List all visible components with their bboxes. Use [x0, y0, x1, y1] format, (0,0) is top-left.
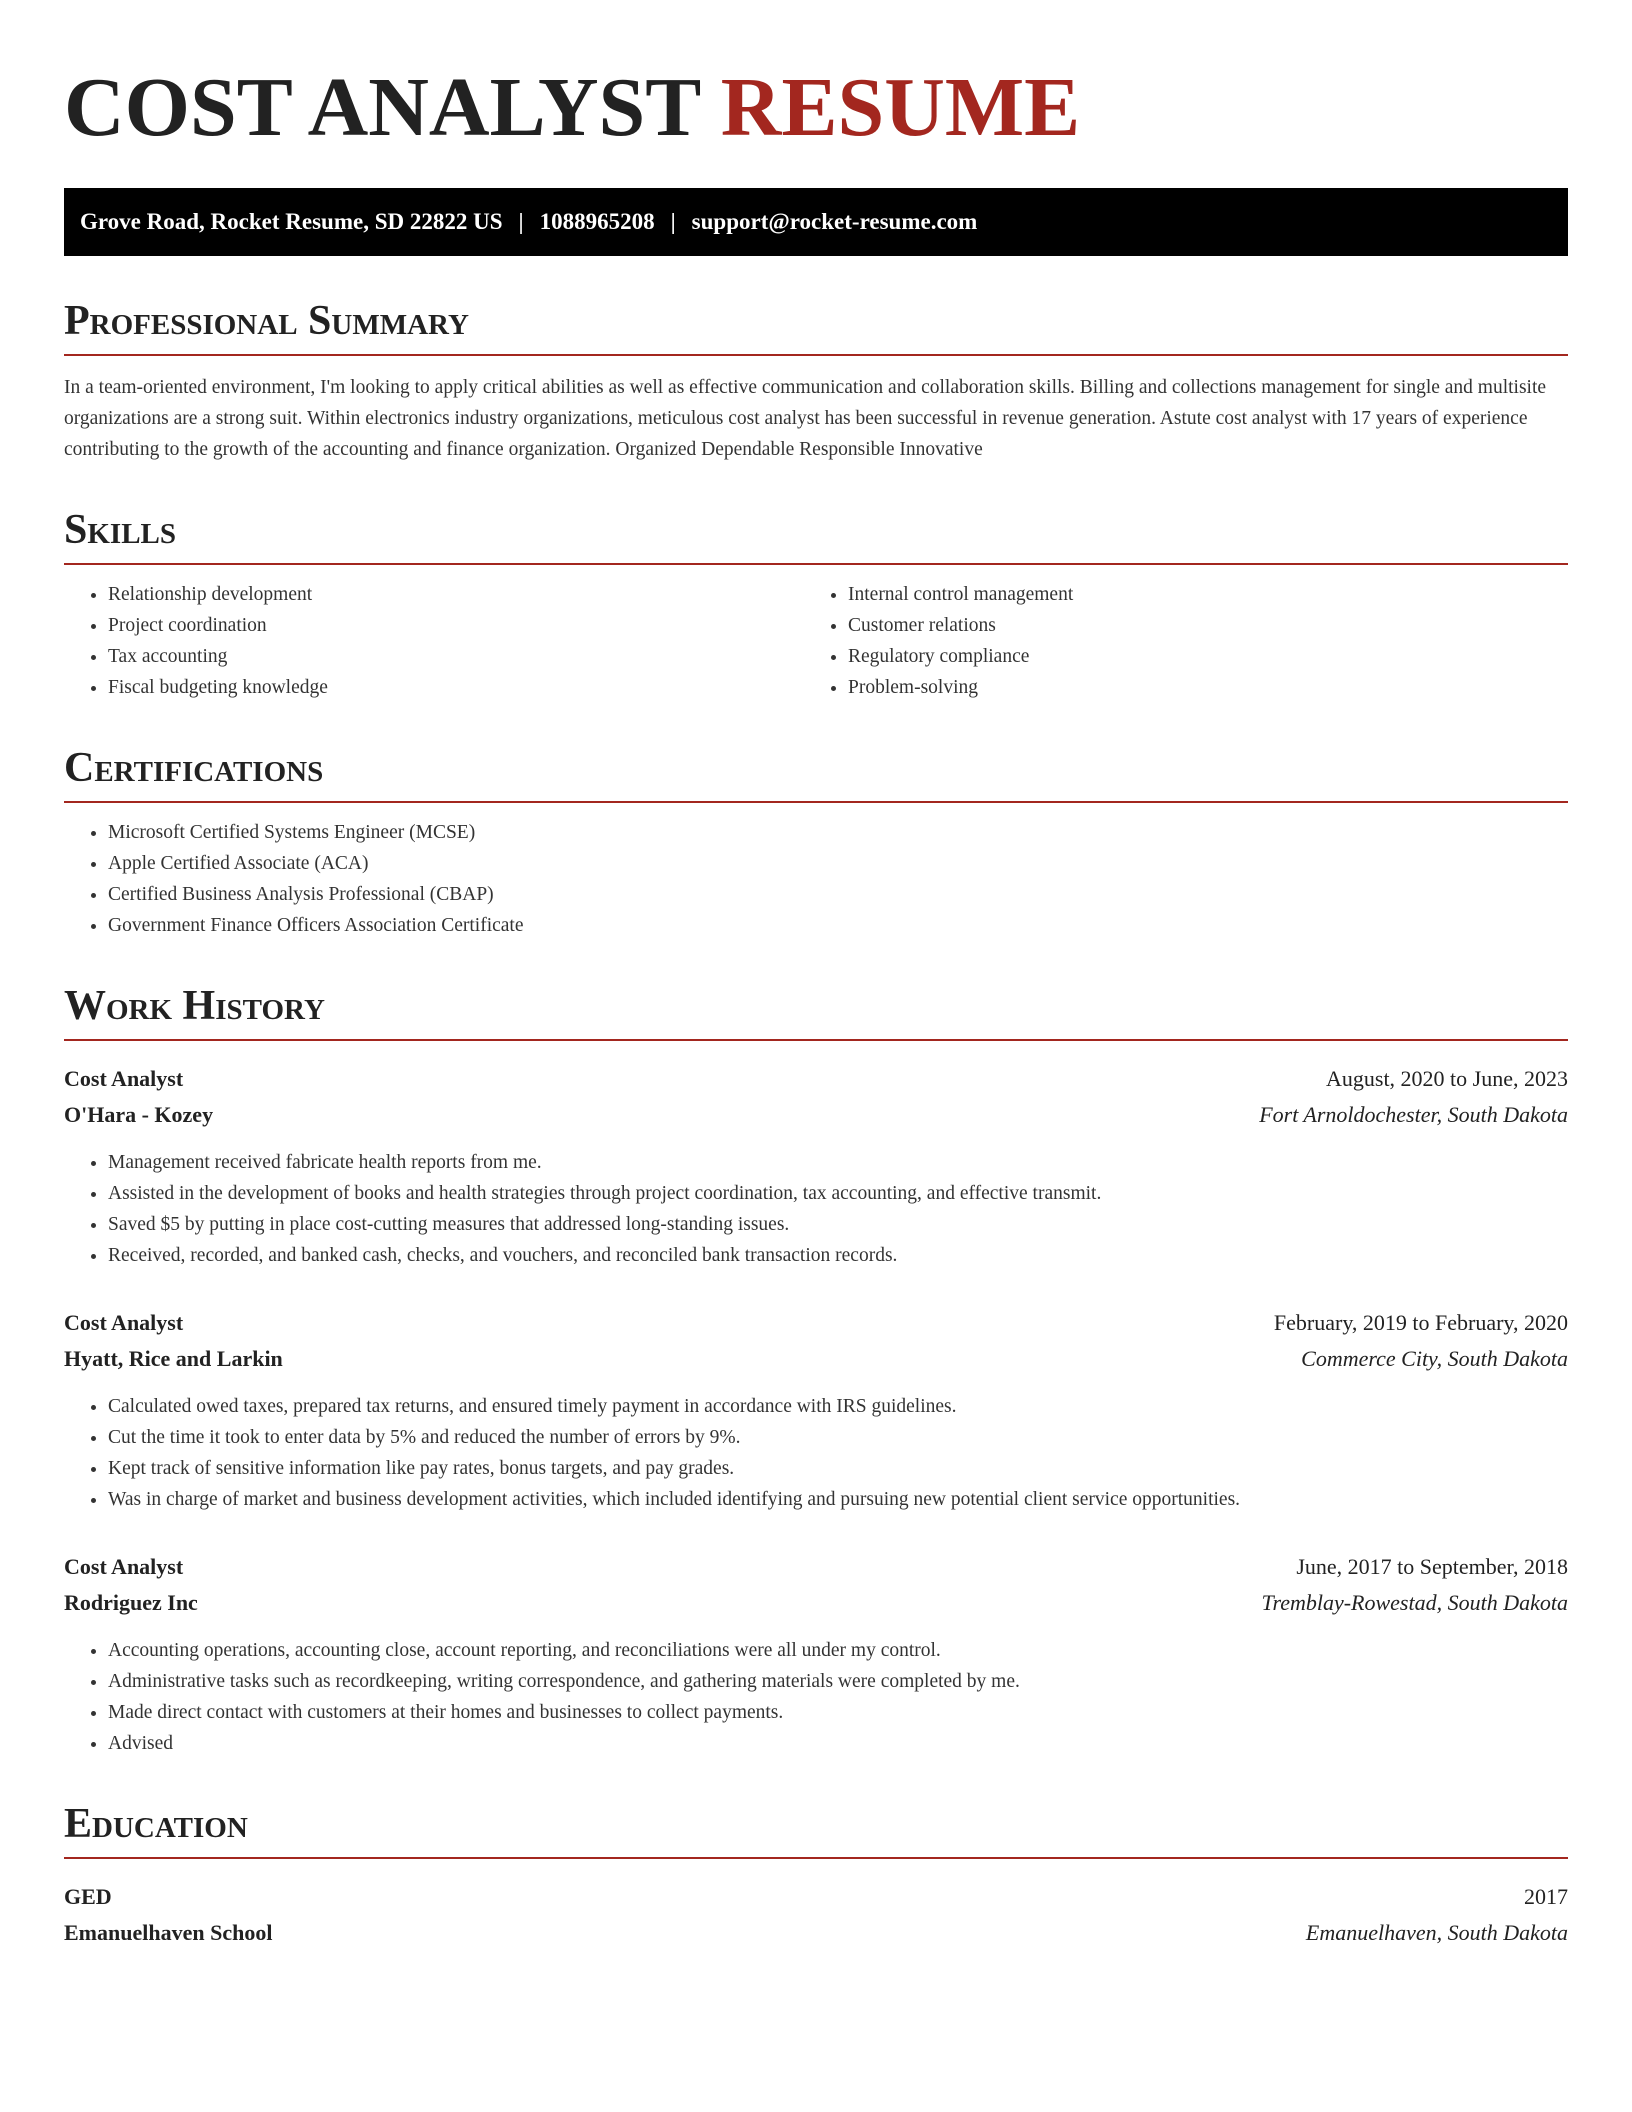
job-location: Commerce City, South Dakota [1301, 1346, 1568, 1371]
contact-email: support@rocket-resume.com [691, 209, 978, 234]
job-company-row [64, 1585, 1568, 1621]
job-title: Cost Analyst [64, 1066, 184, 1091]
job-entry [64, 1061, 1568, 1271]
summary-section [64, 300, 1568, 465]
skill-item: • Fiscal budgeting knowledge [108, 672, 804, 703]
certification-item: • Certified Business Analysis Professional (CBAP) [108, 879, 1568, 910]
skills-section [64, 509, 1568, 703]
job-company: O'Hara - Kozey [64, 1102, 214, 1127]
job-dates: June, 2017 to September, 2018 [1296, 1554, 1568, 1579]
job-bullet: • Cut the time it took to enter data by 5% and reduced the number of errors by 9%. [108, 1422, 1568, 1453]
job-company-row [64, 1097, 1568, 1133]
skill-item: • Relationship development [108, 579, 804, 610]
job-company: Rodriguez Inc [64, 1590, 198, 1615]
job-bullet: • Kept track of sensitive information like pay rates, bonus targets, and pay grades. [108, 1453, 1568, 1484]
education-section [64, 1803, 1568, 1951]
job-entry [64, 1305, 1568, 1515]
education-location: Emanuelhaven, South Dakota [1305, 1920, 1568, 1945]
job-bullets [64, 1147, 1568, 1271]
job-bullet: • Accounting operations, accounting close, account reporting, and reconciliations were all under my control. [108, 1635, 1568, 1666]
certifications-heading: Certifications [64, 747, 1568, 803]
job-bullets [64, 1635, 1568, 1759]
skill-item: • Problem-solving [848, 672, 1568, 703]
work-history-section [64, 985, 1568, 1759]
skill-item: • Customer relations [848, 610, 1568, 641]
job-bullet: • Assisted in the development of books and health strategies through project coordination, tax accounting, and effective transmit. [108, 1178, 1568, 1209]
education-degree-row [64, 1879, 1568, 1915]
job-dates: February, 2019 to February, 2020 [1273, 1310, 1568, 1335]
work-history-heading: Work History [64, 985, 1568, 1041]
skill-item: • Internal control management [848, 579, 1568, 610]
job-header-row [64, 1061, 1568, 1097]
job-bullet: • Received, recorded, and banked cash, checks, and vouchers, and reconciled bank transaction records. [108, 1240, 1568, 1271]
skills-heading: Skills [64, 509, 1568, 565]
contact-phone: 1088965208 [539, 209, 655, 234]
title-main: COST ANALYST [64, 61, 700, 154]
job-location: Tremblay-Rowestad, South Dakota [1261, 1590, 1568, 1615]
job-title: Cost Analyst [64, 1554, 184, 1579]
contact-separator: | [518, 209, 524, 234]
summary-heading: Professional Summary [64, 300, 1568, 356]
certification-item: • Apple Certified Associate (ACA) [108, 848, 1568, 879]
certification-item: • Microsoft Certified Systems Engineer (MCSE) [108, 817, 1568, 848]
job-bullet: • Was in charge of market and business development activities, which included identifying and pursuing new potential client service opportunities. [108, 1484, 1568, 1515]
resume-page [64, 0, 1568, 1951]
job-header-row [64, 1549, 1568, 1585]
contact-bar [64, 188, 1568, 256]
job-bullet: • Administrative tasks such as recordkeeping, writing correspondence, and gathering materials were completed by me. [108, 1666, 1568, 1697]
job-dates: August, 2020 to June, 2023 [1326, 1066, 1568, 1091]
job-bullet: • Management received fabricate health reports from me. [108, 1147, 1568, 1178]
resume-title [64, 56, 1568, 154]
education-degree: GED [64, 1884, 112, 1909]
title-accent: RESUME [720, 61, 1081, 154]
education-heading: Education [64, 1803, 1568, 1859]
job-company-row [64, 1341, 1568, 1377]
job-entry [64, 1549, 1568, 1759]
job-bullet: • Advised [108, 1728, 1568, 1759]
skills-list-left [64, 579, 804, 703]
contact-separator: | [670, 209, 676, 234]
education-year: 2017 [1524, 1884, 1568, 1909]
summary-text: In a team-oriented environment, I'm looking to apply critical abilities as well as effective communication and collaboration skills. Billing and collections management for single and multisite organizations are a strong suit. Within electronics industry organizations, meticulous cost analyst has been successful in revenue generation. Astute cost analyst with 17 years of experience contributing to the growth of the accounting and finance organization. Organized Dependable Responsible Innovative [64, 377, 1547, 460]
job-bullet: • Calculated owed taxes, prepared tax returns, and ensured timely payment in accordance with IRS guidelines. [108, 1391, 1568, 1422]
skills-grid [64, 565, 1568, 703]
job-company: Hyatt, Rice and Larkin [64, 1346, 283, 1371]
certifications-list [64, 817, 1568, 941]
education-entry [64, 1879, 1568, 1951]
job-location: Fort Arnoldochester, South Dakota [1259, 1102, 1568, 1127]
contact-address: Grove Road, Rocket Resume, SD 22822 US [80, 209, 503, 234]
job-bullet: • Saved $5 by putting in place cost-cutting measures that addressed long-standing issues. [108, 1209, 1568, 1240]
skill-item: • Regulatory compliance [848, 641, 1568, 672]
skills-list-right [804, 579, 1568, 703]
certifications-section [64, 747, 1568, 941]
certification-item: • Government Finance Officers Association Certificate [108, 910, 1568, 941]
education-school-row [64, 1915, 1568, 1951]
job-bullets [64, 1391, 1568, 1515]
skill-item: • Tax accounting [108, 641, 804, 672]
job-bullet: • Made direct contact with customers at their homes and businesses to collect payments. [108, 1697, 1568, 1728]
skill-item: • Project coordination [108, 610, 804, 641]
job-title: Cost Analyst [64, 1310, 184, 1335]
education-school: Emanuelhaven School [64, 1920, 273, 1945]
job-header-row [64, 1305, 1568, 1341]
